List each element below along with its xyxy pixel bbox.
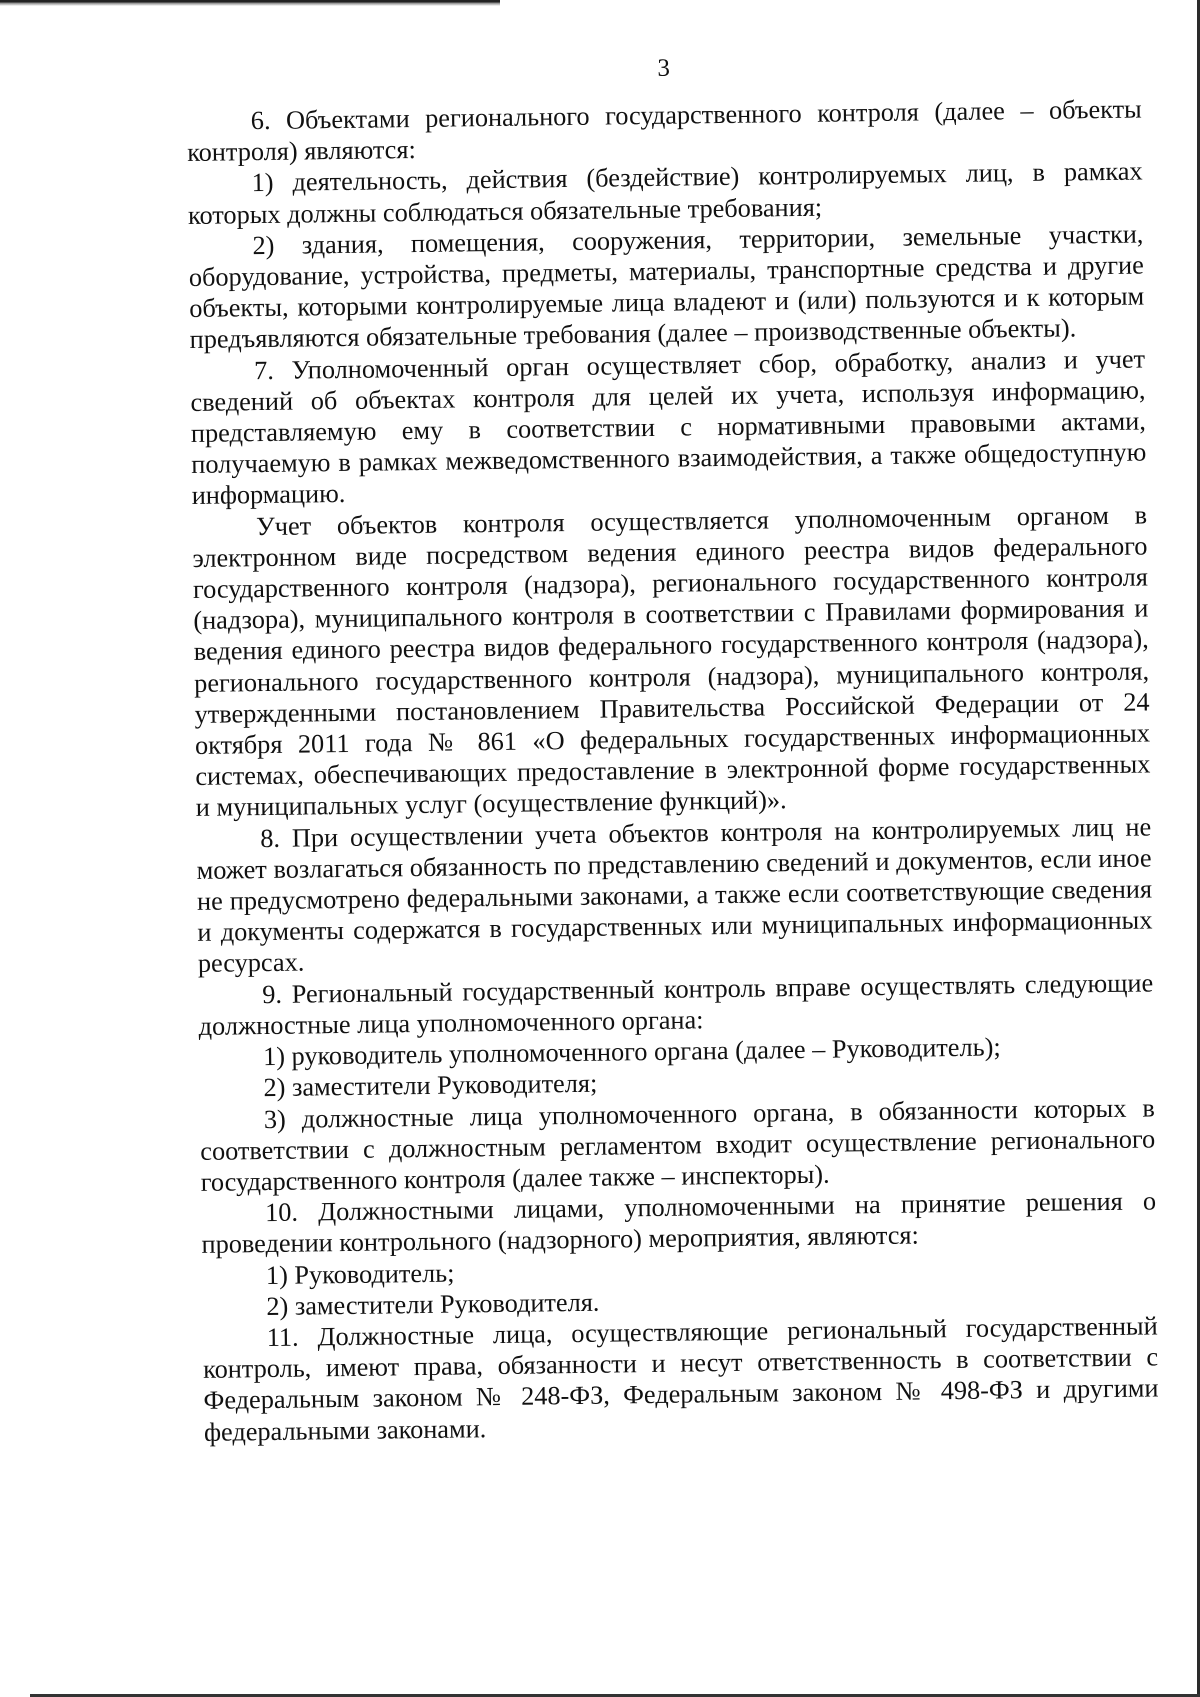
paragraph-8: 8. При осуществлении учета объектов контроля на контролируемых лиц не может возлагаться обязанность по представлению сведений и документов, если иное не предусмотрено федеральными законами, а также если соответствующие сведения и документы содержатся в государственных или муниципальных информационных ресурсах. xyxy=(196,812,1153,979)
scan-edge-top xyxy=(0,0,500,6)
paragraph-7: 7. Уполномоченный орган осуществляет сбор, обработку, анализ и учет сведений об объектах контроля для целей их учета, используя информацию, представляемую ему в соответствии с нормативными правовыми актами, получаемую в рамках межведомственного взаимодействия, а также общедоступную информацию. xyxy=(190,344,1147,511)
paragraph-6: 6. Объектами регионального государственного контроля (далее – объекты контроля) являются: xyxy=(187,94,1142,168)
document-page xyxy=(186,45,1159,1447)
document-body xyxy=(187,93,1159,1447)
paragraph-9: 9. Региональный государственный контроль вправе осуществлять следующие должностные лица уполномоченного органа: xyxy=(198,968,1154,1041)
paragraph-6-item-2: 2) здания, помещения, сооружения, территории, земельные участки, оборудование, устройства, предметы, материалы, транспортные средства и другие объекты, которыми контролируемые лица владеют и (или) пользуются и к которым предъявляются обязательные требования (далее – производственные объекты). xyxy=(188,219,1145,355)
paragraph-7-continued: Учет объектов контроля осуществляется уполномоченным органом в электронном виде посредством ведения единого реестра видов федерального государственного контроля (надзора), регионального государственного контроля (надзора), муниципального контроля в соответствии с Правилами формирования и ведения единого реестра видов федерального государственного контроля (надзора), регионального государственного контроля (надзора), муниципального контроля, утвержденными постановлением Правительства Российской Федерации от 24 октября 2011 года № 861 «О федеральных государственных информационных системах, обеспечивающих предоставление в электронной форме государственных и муниципальных услуг (осуществление функций)». xyxy=(192,500,1151,823)
paragraph-10-item-2: 2) заместители Руководителя. xyxy=(266,1287,600,1321)
paragraph-9-item-2: 2) заместители Руководителя; xyxy=(263,1069,598,1103)
page-number: 3 xyxy=(657,54,671,82)
paragraph-9-item-3: 3) должностные лица уполномоченного органа, в обязанности которых в соответствии с должностным регламентом входит осуществление регионального государственного контроля (далее также – инспекторы). xyxy=(200,1092,1156,1197)
paragraph-10: 10. Должностными лицами, уполномоченными на принятие решения о проведении контрольного (надзорного) мероприятия, являются: xyxy=(201,1186,1157,1260)
paragraph-6-item-1: 1) деятельность, действия (бездействие) контролируемых лиц, в рамках которых должны соблюдаться обязательные требования; xyxy=(187,156,1143,230)
paragraph-11: 11. Должностные лица, осуществляющие региональный государственный контроль, имеют права, обязанности и несут ответственность в соответствии с Федеральным законом № 248-ФЗ, Федеральным законом № 498-ФЗ и другими федеральными законами. xyxy=(202,1311,1159,1447)
paragraph-10-item-1: 1) Руководитель; xyxy=(265,1258,455,1290)
paragraph-9-item-1: 1) руководитель уполномоченного органа (далее – Руководитель); xyxy=(262,1032,1001,1072)
